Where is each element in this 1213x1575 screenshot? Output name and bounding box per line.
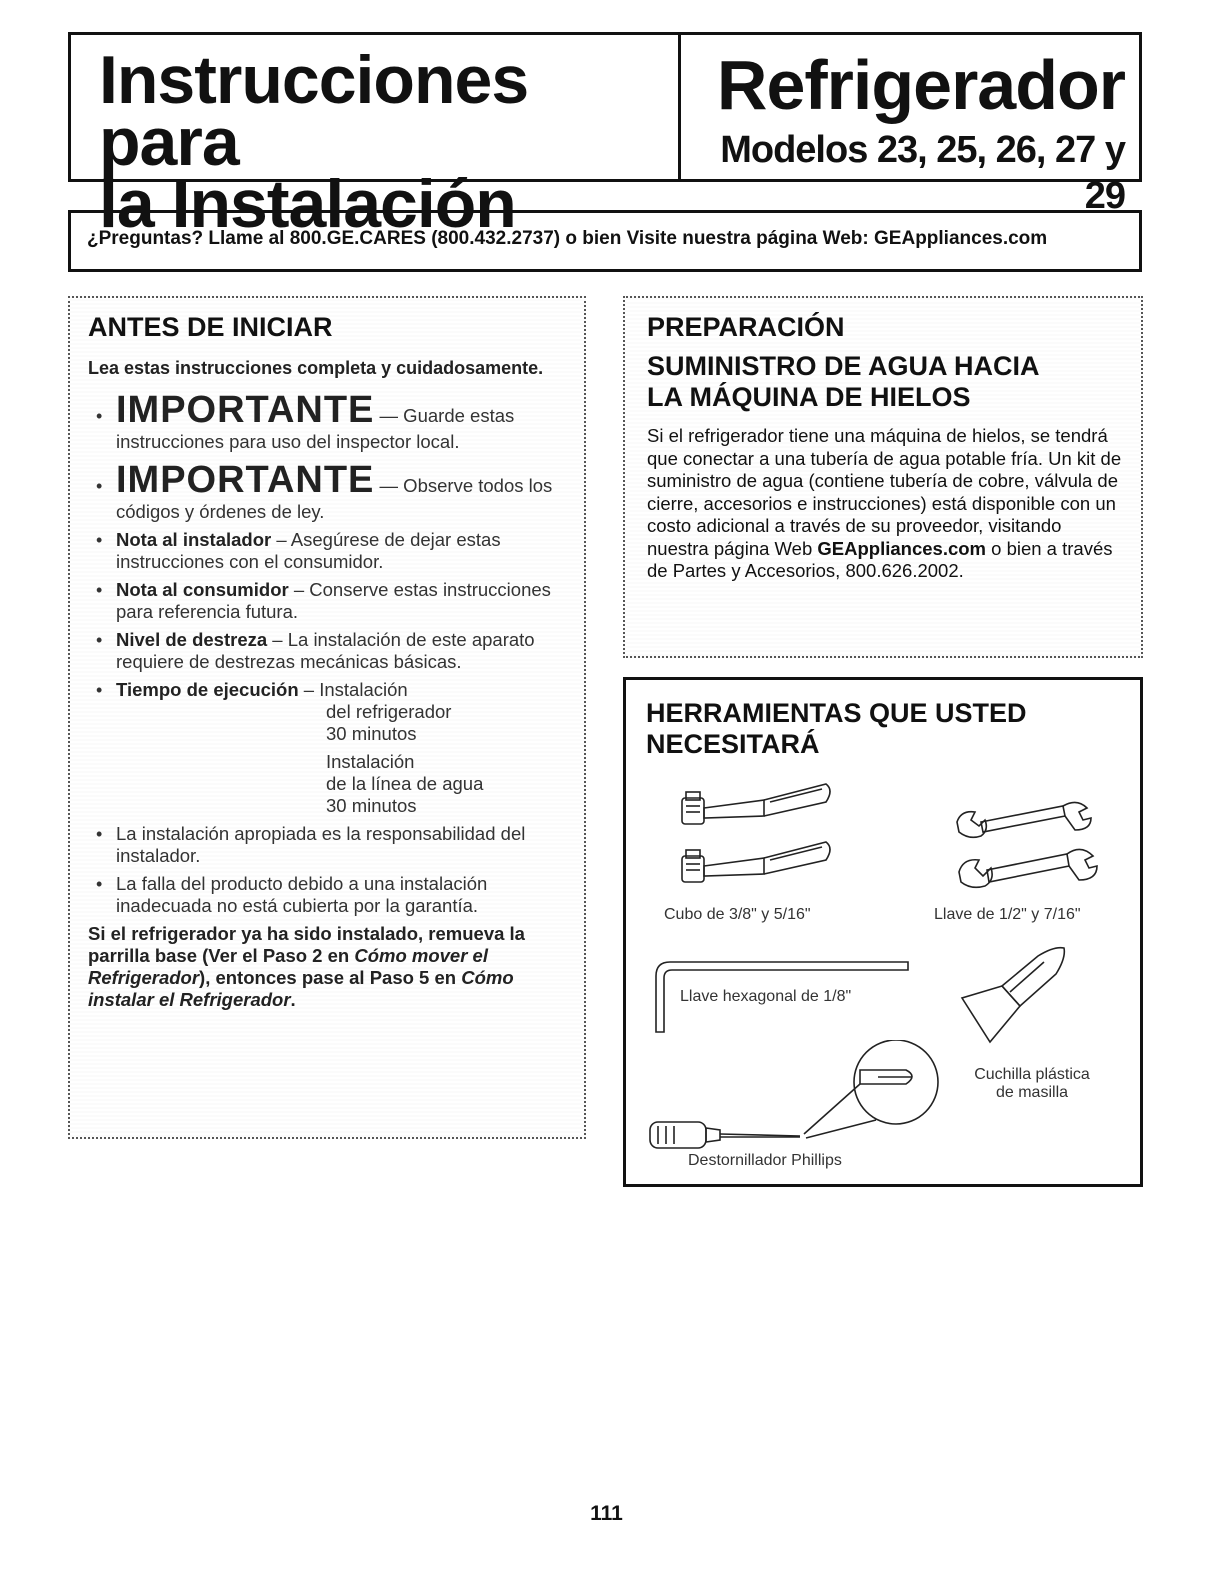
- document-title: [71, 35, 681, 242]
- prep-text: Si el refrigerador tiene una máquina de hielos, se tendrá que conectar a una tubería de agua potable fría. Un kit de suministro de agua (contiene tubería de cobre, válvula de cierre, accesorios e instrucciones) está disponible con un costo adicional a través de su proveedor, visitando nuestra página Web: [647, 425, 1122, 559]
- product-block: [681, 35, 1139, 217]
- list-item-text: — Guarde estas instrucciones para uso del inspector local.: [116, 405, 515, 452]
- list-item-text: – La instalación de este aparato requiere de destrezas mecánicas básicas.: [116, 629, 535, 672]
- antes-title: ANTES DE INICIAR: [88, 312, 333, 342]
- list-item: [88, 629, 570, 673]
- putty-caption-line: de masilla: [995, 1084, 1069, 1101]
- socket-caption: Cubo de 3/8" y 5/16": [664, 906, 811, 923]
- time-line: 30 minutos: [326, 795, 417, 816]
- list-item-text: – Instalación: [298, 679, 408, 700]
- title-line-1: Instrucciones para: [99, 42, 529, 180]
- list-item: • La falla del producto debido a una instalación inadecuada no está cubierta por la garantía.: [88, 873, 570, 917]
- time-line: de la línea de agua: [326, 773, 484, 794]
- time-line: 30 minutos: [326, 723, 417, 744]
- list-item-text: – Asegúrese de dejar estas instrucciones con el consumidor.: [116, 529, 501, 572]
- prep-text: o bien a través de Partes y Accesorios, 800.626.2002.: [647, 537, 1113, 581]
- socket-wrench-icon: [676, 780, 846, 910]
- final-text: ), entonces pase al Paso 5 en: [199, 967, 462, 988]
- preparacion-panel: [623, 296, 1143, 658]
- list-item: [88, 459, 570, 523]
- list-item: • La instalación apropiada es la responsabilidad del instalador.: [88, 823, 570, 867]
- prep-subtitle-2: LA MÁQUINA DE HIELOS: [647, 382, 971, 412]
- models-line: Modelos 23, 25, 26, 27 y 29: [720, 129, 1125, 217]
- final-text: .: [290, 989, 296, 1010]
- prep-paragraph: [647, 425, 1127, 583]
- putty-knife-icon: [958, 944, 1088, 1054]
- questions-bar: ¿Preguntas? Llame al 800.GE.CARES (800.432.2737) o bien Visite nuestra página Web: GEAppliances.com: [68, 210, 1142, 272]
- antes-list: [88, 389, 570, 917]
- antes-de-iniciar-panel: [68, 296, 586, 1139]
- list-item: [88, 529, 570, 573]
- important-word: IMPORTANTE: [116, 389, 375, 431]
- wrench-icon: [951, 800, 1101, 900]
- list-item: [88, 389, 570, 453]
- time-line: Instalación: [326, 751, 415, 772]
- putty-caption-line: Cuchilla plástica: [974, 1066, 1090, 1083]
- list-item-text: — Observe todos los códigos y órdenes de ley.: [116, 475, 553, 522]
- tools-title-1: HERRAMIENTAS QUE USTED: [646, 698, 1027, 728]
- important-word: IMPORTANTE: [116, 459, 375, 501]
- prep-subtitle-1: SUMINISTRO DE AGUA HACIA: [647, 351, 1040, 381]
- time-line: del refrigerador: [326, 701, 452, 722]
- putty-knife-caption: [962, 1066, 1102, 1102]
- herramientas-panel: [623, 677, 1143, 1187]
- page-number: 111: [590, 1502, 623, 1525]
- hex-key-caption: Llave hexagonal de 1/8": [680, 988, 852, 1005]
- website-text: GEAppliances.com: [817, 537, 986, 559]
- title-line-2: la Instalación: [99, 166, 516, 242]
- tools-title-2: NECESITARÁ: [646, 729, 820, 759]
- list-item-label: Nota al consumidor: [116, 579, 289, 600]
- screwdriver-caption: Destornillador Phillips: [688, 1152, 842, 1169]
- list-item-label: Tiempo de ejecución: [116, 679, 299, 700]
- prep-title: PREPARACIÓN: [647, 312, 845, 342]
- list-item: [88, 679, 570, 817]
- antes-lead: Lea estas instrucciones completa y cuidadosamente.: [88, 358, 544, 378]
- phillips-screwdriver-icon: [644, 1040, 964, 1155]
- wrench-caption: Llave de 1/2" y 7/16": [934, 906, 1081, 923]
- list-item: [88, 579, 570, 623]
- final-ref: Cómo mover el Refrigerador: [88, 945, 488, 988]
- list-item-label: Nota al instalador: [116, 529, 272, 550]
- final-ref: Cómo instalar el Refrigerador: [88, 967, 514, 1010]
- list-item-label: Nivel de destreza: [116, 629, 268, 650]
- antes-final-note: [88, 923, 570, 1011]
- product-name: Refrigerador: [716, 46, 1125, 124]
- final-text: Si el refrigerador ya ha sido instalado, remueva la parrilla base (Ver el Paso 2 en: [88, 923, 525, 966]
- list-item-text: – Conserve estas instrucciones para referencia futura.: [116, 579, 551, 622]
